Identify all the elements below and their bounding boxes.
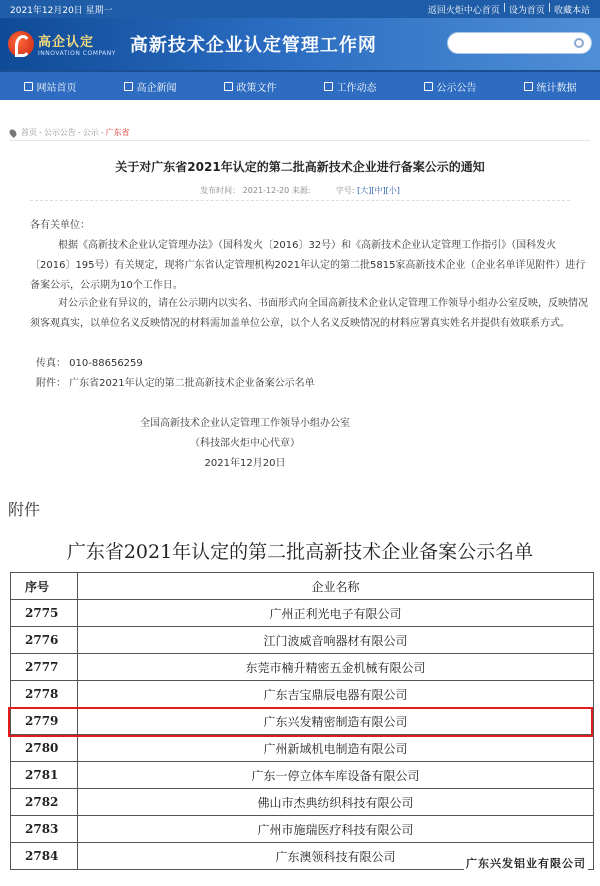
paragraph-1: 根据《高新技术企业认定管理办法》（国科发火〔2016〕32号）和《高新技术企业认定管理工作指引》（国科发火〔2016〕195号）有关规定，现将广东省认定管理机构2021年认定的第二批5815家高新技术企业（企业名单详见附件）进行备案公示，公示期为10个工作日。 (30, 240, 586, 291)
article-title: 关于对广东省2021年认定的第二批高新技术企业进行备案公示的通知 (115, 160, 485, 174)
row-number: 2778 (11, 681, 78, 708)
table-row (11, 762, 594, 789)
site-logo[interactable] (8, 31, 116, 57)
chart-icon (524, 82, 533, 91)
set-homepage-link[interactable]: 设为首页 (508, 5, 545, 16)
signature-date: 2021年12月20日 (204, 458, 286, 469)
row-number: 2782 (11, 789, 78, 816)
table-row (11, 654, 594, 681)
breadcrumb-current[interactable]: 广东省 (105, 128, 130, 137)
nav-news[interactable] (100, 79, 200, 94)
font-medium-button[interactable]: [中] (371, 186, 386, 195)
attachment-link[interactable]: 附件： 广东省2021年认定的第二批高新技术企业备案公示名单 (36, 378, 315, 389)
table-row (11, 627, 594, 654)
company-name: 广东吉宝鼎辰电器有限公司 (78, 681, 594, 708)
logo-subtitle: INNOVATION COMPANY (38, 50, 116, 57)
table-row (11, 789, 594, 816)
row-number: 2780 (11, 735, 78, 762)
row-number: 2781 (11, 762, 78, 789)
nav-announcements[interactable] (400, 79, 500, 94)
table-row (11, 816, 594, 843)
signature-seal: （科技部火炬中心代章） (190, 438, 300, 449)
font-small-button[interactable]: [小] (385, 186, 400, 195)
company-name: 广州正利光电子有限公司 (78, 600, 594, 627)
font-size-label: 字号: (335, 186, 355, 195)
logo-text: 高企认定 (38, 35, 95, 50)
nav-label: 高企新闻 (136, 82, 177, 94)
divider (30, 200, 570, 201)
current-date: 2021年12月20日 星期一 (10, 5, 113, 16)
nav-work[interactable] (300, 79, 400, 94)
separator: | (547, 2, 551, 13)
company-name: 江门波威音响器材有限公司 (78, 627, 594, 654)
row-number: 2777 (11, 654, 78, 681)
table-row (11, 600, 594, 627)
publish-date: 发布时间： 2021-12-20 来源: (200, 186, 311, 195)
company-name: 广东兴发精密制造有限公司 (78, 708, 594, 735)
main-nav (0, 70, 600, 100)
attachment-label: 附件 (8, 500, 41, 519)
company-name: 广州新域机电制造有限公司 (78, 735, 594, 762)
breadcrumb-public[interactable]: 公示 (82, 128, 99, 137)
search-icon[interactable] (574, 38, 584, 48)
signature-office: 全国高新技术企业认定管理工作领导小组办公室 (140, 418, 350, 429)
table-header-row (11, 573, 594, 600)
site-header (0, 18, 600, 70)
nav-label: 政策文件 (236, 82, 277, 94)
fax-line: 传真： 010-88656259 (36, 358, 143, 369)
nav-policy[interactable] (200, 79, 300, 94)
paragraph-2: 对公示企业有异议的，请在公示期内以实名、书面形式向全国高新技术企业认定管理工作领导小组办公室反映，反映情况须客观真实，以单位名义反映情况的材料需加盖单位公章，以个人名义反映情况的材料应署真实姓名并提供有效联系方式。 (30, 298, 588, 329)
logo-icon (8, 31, 34, 57)
company-name: 广州市施瑞医疗科技有限公司 (78, 816, 594, 843)
row-number: 2783 (11, 816, 78, 843)
pen-icon (324, 82, 333, 91)
company-name: 东莞市楠升精密五金机械有限公司 (78, 654, 594, 681)
nav-label: 网站首页 (36, 82, 77, 94)
nav-home[interactable] (0, 79, 100, 94)
row-number: 2776 (11, 627, 78, 654)
font-large-button[interactable]: [大] (357, 186, 372, 195)
separator: | (502, 2, 506, 13)
search-box (447, 32, 592, 54)
article-meta (0, 185, 600, 196)
attachment-title: 广东省2021年认定的第二批高新技术企业备案公示名单 (66, 541, 534, 563)
bookmark-link[interactable]: 收藏本站 (553, 5, 590, 16)
table-row-highlighted (11, 708, 594, 735)
row-number: 2784 (11, 843, 78, 870)
site-title: 高新技术企业认定管理工作网 (129, 35, 377, 56)
watermark-caption: 广东兴发铝业有限公司 (466, 857, 586, 870)
breadcrumb-separator: - (100, 128, 104, 137)
nav-statistics[interactable] (500, 79, 600, 94)
nav-label: 公示公告 (436, 82, 477, 94)
search-input[interactable] (456, 35, 576, 55)
breadcrumb (10, 127, 130, 138)
announcement-icon (424, 82, 433, 91)
col-header-number: 序号 (11, 573, 78, 600)
row-number: 2775 (11, 600, 78, 627)
company-name: 广东一停立体车库设备有限公司 (78, 762, 594, 789)
document-icon (224, 82, 233, 91)
company-name: 佛山市杰典纺织科技有限公司 (78, 789, 594, 816)
salutation: 各有关单位： (30, 220, 90, 231)
breadcrumb-separator: - (39, 128, 42, 137)
divider (10, 140, 590, 141)
company-name: 广东澳领科技有限公司 (78, 843, 594, 870)
nav-label: 工作动态 (336, 82, 377, 94)
top-links (428, 3, 590, 16)
table-row (11, 735, 594, 762)
table-row (11, 681, 594, 708)
row-number: 2779 (11, 708, 78, 735)
breadcrumb-announcements[interactable]: 公示公告 (43, 128, 76, 137)
company-table (10, 572, 594, 870)
top-bar (0, 0, 600, 18)
torch-home-link[interactable]: 返回火炬中心首页 (427, 5, 500, 16)
nav-label: 统计数据 (536, 82, 577, 94)
location-pin-icon (8, 128, 18, 138)
breadcrumb-separator: - (77, 128, 81, 137)
home-icon (24, 82, 33, 91)
breadcrumb-home[interactable]: 首页 (21, 128, 37, 137)
col-header-name: 企业名称 (78, 573, 594, 600)
news-icon (124, 82, 133, 91)
